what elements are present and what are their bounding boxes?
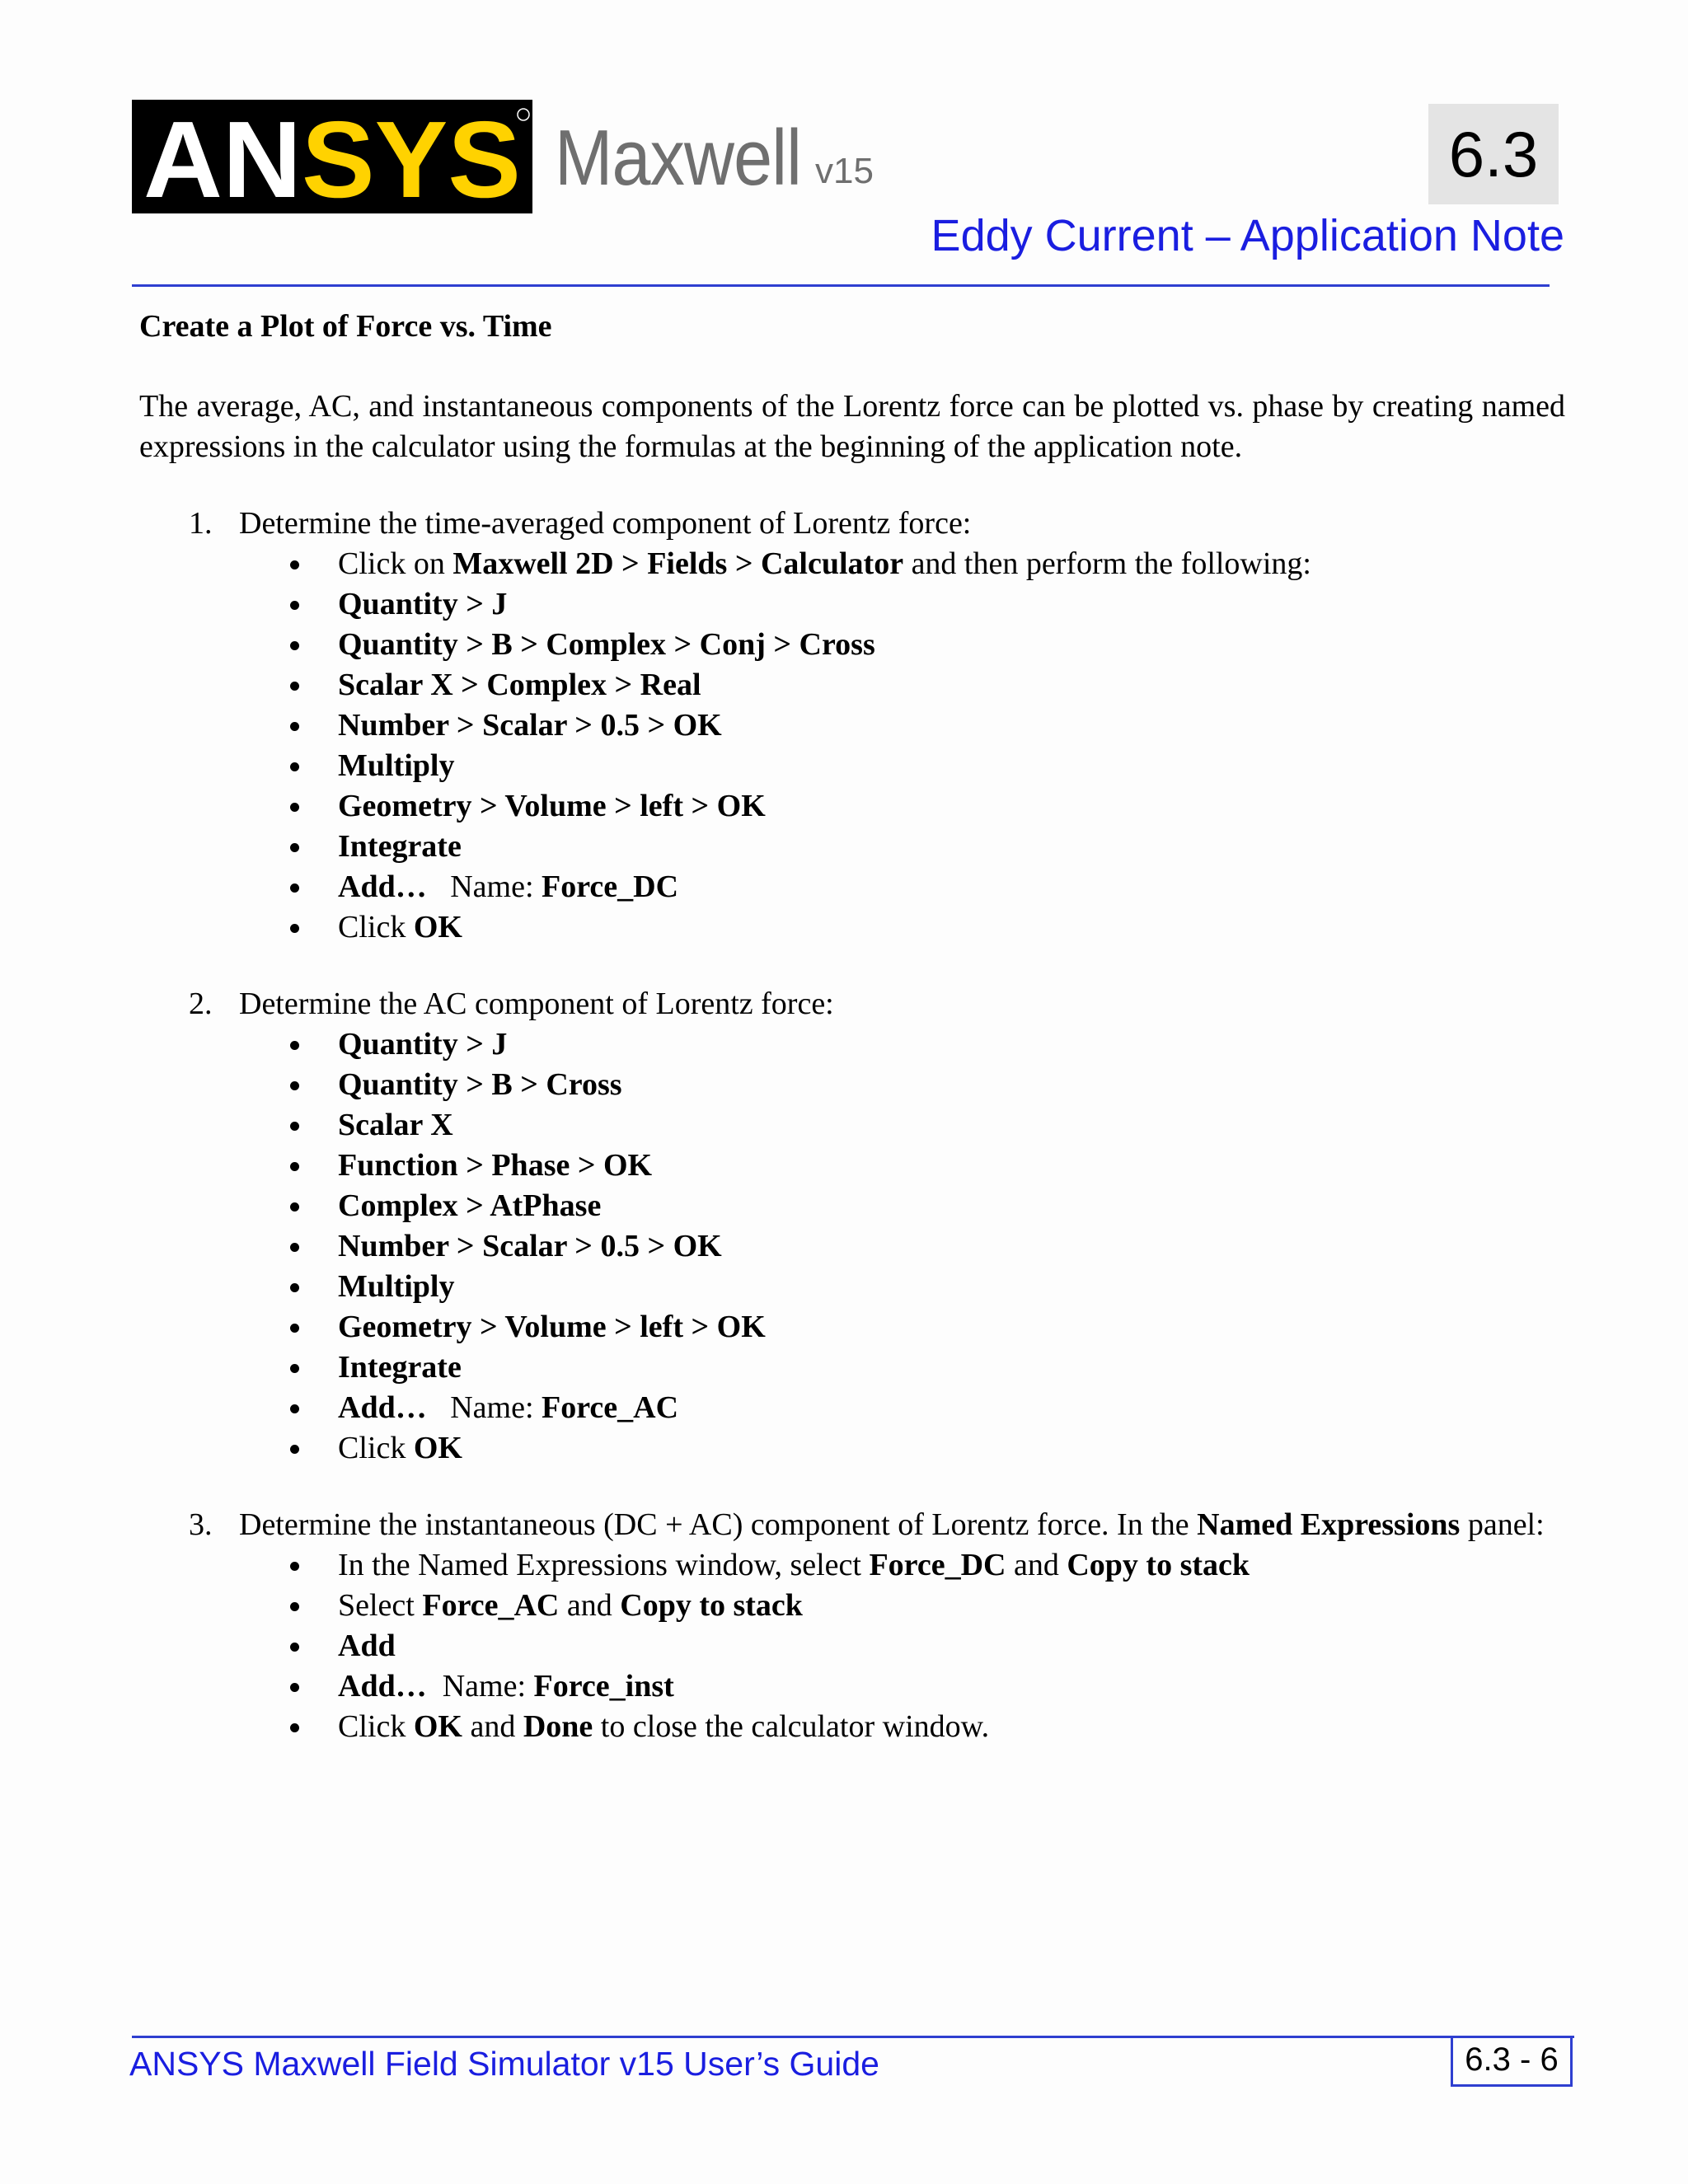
step-heading-text: Determine the time-averaged component of Lorentz force: xyxy=(239,506,972,541)
bullet-icon xyxy=(290,601,299,610)
page-number: 6.3 - 6 xyxy=(1451,2036,1573,2087)
list-item-run: Add xyxy=(338,1629,396,1663)
list-item-run: Quantity > J xyxy=(338,1027,508,1062)
bullet-icon xyxy=(290,1041,299,1050)
list-item xyxy=(139,1226,1565,1267)
list-item xyxy=(139,1626,1565,1666)
footer-divider xyxy=(132,2036,1574,2038)
bullet-icon xyxy=(290,1243,299,1252)
list-item-run: Maxwell 2D > Fields > Calculator xyxy=(452,546,904,581)
list-item-run: Select xyxy=(338,1588,423,1623)
list-item xyxy=(139,1186,1565,1226)
list-item-run: Scalar X xyxy=(338,1108,453,1142)
list-item-run: Click on xyxy=(338,546,453,581)
step-number: 3. xyxy=(189,1507,213,1542)
step-heading xyxy=(139,984,1565,1024)
list-item-run: Scalar X > Complex > Real xyxy=(338,668,701,702)
bullet-icon xyxy=(290,722,299,731)
list-item-run: Geometry > Volume > left > OK xyxy=(338,789,766,823)
document-body xyxy=(139,307,1565,1747)
list-item xyxy=(139,827,1565,867)
list-item xyxy=(139,1347,1565,1388)
step-heading-run: Determine the instantaneous (DC + AC) component of Lorentz force. In the xyxy=(239,1507,1198,1542)
list-item-run: Multiply xyxy=(338,748,455,783)
list-item-run: and then perform the following: xyxy=(903,546,1311,581)
list-item-run: Click xyxy=(338,1431,414,1465)
list-item-run: Quantity > B > Complex > Conj > Cross xyxy=(338,627,875,662)
bullet-icon xyxy=(290,1283,299,1292)
step-heading xyxy=(139,1505,1565,1545)
step-number: 2. xyxy=(189,987,213,1021)
bullet-list xyxy=(139,1024,1565,1469)
list-item-run: Force_AC xyxy=(422,1588,560,1623)
list-item-run: Force_DC xyxy=(542,869,679,904)
list-item-run: Add… xyxy=(338,869,427,904)
product-name: Maxwell xyxy=(555,114,801,202)
list-item-run: Add… xyxy=(338,1669,427,1704)
list-item-run: Copy to stack xyxy=(1067,1548,1250,1582)
step-number: 1. xyxy=(189,506,213,541)
bullet-icon xyxy=(290,1683,299,1692)
footer-title: ANSYS Maxwell Field Simulator v15 User’s Guide xyxy=(129,2045,879,2083)
list-item-run: and xyxy=(1006,1548,1067,1582)
bullet-icon xyxy=(290,1162,299,1171)
bullet-icon xyxy=(290,1202,299,1212)
intro-paragraph: The average, AC, and instantaneous components of the Lorentz force can be plotted vs. phase by creating named expressions in the calculator using the formulas at the beginning of the application note. xyxy=(139,389,1565,464)
bullet-icon xyxy=(290,924,299,933)
bullet-icon xyxy=(290,682,299,691)
list-item xyxy=(139,1707,1565,1747)
list-item-run: OK xyxy=(413,1709,462,1744)
list-item xyxy=(139,786,1565,827)
bullet-icon xyxy=(290,843,299,852)
list-item-run: Geometry > Volume > left > OK xyxy=(338,1310,766,1344)
list-item-run: Quantity > J xyxy=(338,587,508,621)
bullet-icon xyxy=(290,1723,299,1732)
list-item-run: OK xyxy=(413,910,462,944)
ansys-logo xyxy=(132,100,532,213)
list-item xyxy=(139,1586,1565,1626)
list-item-run: Function > Phase > OK xyxy=(338,1148,653,1183)
ansys-logo-icon xyxy=(132,100,532,213)
step-2 xyxy=(139,984,1565,1469)
bullet-list xyxy=(139,1545,1565,1747)
list-item-run: to close the calculator window. xyxy=(593,1709,990,1744)
list-item xyxy=(139,705,1565,746)
steps-list xyxy=(139,504,1565,1747)
step-heading-text: Determine the AC component of Lorentz force: xyxy=(239,987,834,1021)
list-item-run: Name: xyxy=(426,1669,534,1704)
bullet-icon xyxy=(290,1404,299,1413)
list-item-run: Quantity > B > Cross xyxy=(338,1067,622,1102)
product-version: v15 xyxy=(815,151,874,191)
list-item-run: Copy to stack xyxy=(620,1588,803,1623)
list-item xyxy=(139,584,1565,625)
bullet-icon xyxy=(290,1122,299,1131)
bullet-icon xyxy=(290,1364,299,1373)
logo-wordmark: ANSYS xyxy=(143,100,520,213)
step-heading-run: panel: xyxy=(1460,1507,1545,1542)
step-3 xyxy=(139,1505,1565,1747)
bullet-icon xyxy=(290,641,299,650)
bullet-icon xyxy=(290,1602,299,1611)
list-item-run: Name: xyxy=(426,869,542,904)
bullet-icon xyxy=(290,1081,299,1090)
list-item xyxy=(139,1065,1565,1105)
bullet-icon xyxy=(290,1324,299,1333)
bullet-icon xyxy=(290,1562,299,1571)
list-item-run: Click xyxy=(338,1709,414,1744)
step-heading xyxy=(139,504,1565,544)
list-item-run: Complex > AtPhase xyxy=(338,1188,602,1223)
list-item-run: Force_DC xyxy=(869,1548,1006,1582)
list-item-run: Force_inst xyxy=(533,1669,674,1704)
list-item xyxy=(139,625,1565,665)
list-item-run: Number > Scalar > 0.5 > OK xyxy=(338,708,722,743)
list-item-run: Integrate xyxy=(338,1350,462,1385)
document-subtitle: Eddy Current – Application Note xyxy=(931,211,1564,260)
list-item-run: In the Named Expressions window, select xyxy=(338,1548,870,1582)
list-item-run: Click xyxy=(338,910,414,944)
list-item xyxy=(139,1105,1565,1146)
list-item-run: Name: xyxy=(426,1390,542,1425)
list-item-run: Multiply xyxy=(338,1269,455,1304)
header-divider xyxy=(132,284,1550,287)
list-item xyxy=(139,1267,1565,1307)
chapter-number: 6.3 xyxy=(1428,104,1559,204)
step-heading-run: Named Expressions xyxy=(1197,1507,1461,1542)
step-1 xyxy=(139,504,1565,948)
list-item xyxy=(139,1146,1565,1186)
list-item-run: Force_AC xyxy=(542,1390,679,1425)
list-item-run: Integrate xyxy=(338,829,462,864)
list-item xyxy=(139,1428,1565,1469)
list-item xyxy=(139,867,1565,907)
list-item xyxy=(139,1545,1565,1586)
list-item xyxy=(139,544,1565,584)
section-title: Create a Plot of Force vs. Time xyxy=(139,309,552,344)
bullet-icon xyxy=(290,560,299,569)
list-item-run: Done xyxy=(523,1709,593,1744)
list-item-run: and xyxy=(462,1709,523,1744)
bullet-icon xyxy=(290,803,299,812)
list-item-run: Number > Scalar > 0.5 > OK xyxy=(338,1229,722,1263)
list-item xyxy=(139,907,1565,948)
bullet-icon xyxy=(290,1445,299,1454)
list-item xyxy=(139,1307,1565,1347)
bullet-icon xyxy=(290,762,299,771)
list-item xyxy=(139,1024,1565,1065)
list-item xyxy=(139,665,1565,705)
bullet-icon xyxy=(290,883,299,893)
list-item xyxy=(139,1388,1565,1428)
list-item xyxy=(139,746,1565,786)
list-item-run: Add… xyxy=(338,1390,427,1425)
list-item-run: OK xyxy=(413,1431,462,1465)
list-item-run: and xyxy=(559,1588,621,1623)
bullet-icon xyxy=(290,1643,299,1652)
list-item xyxy=(139,1666,1565,1707)
bullet-list xyxy=(139,544,1565,948)
